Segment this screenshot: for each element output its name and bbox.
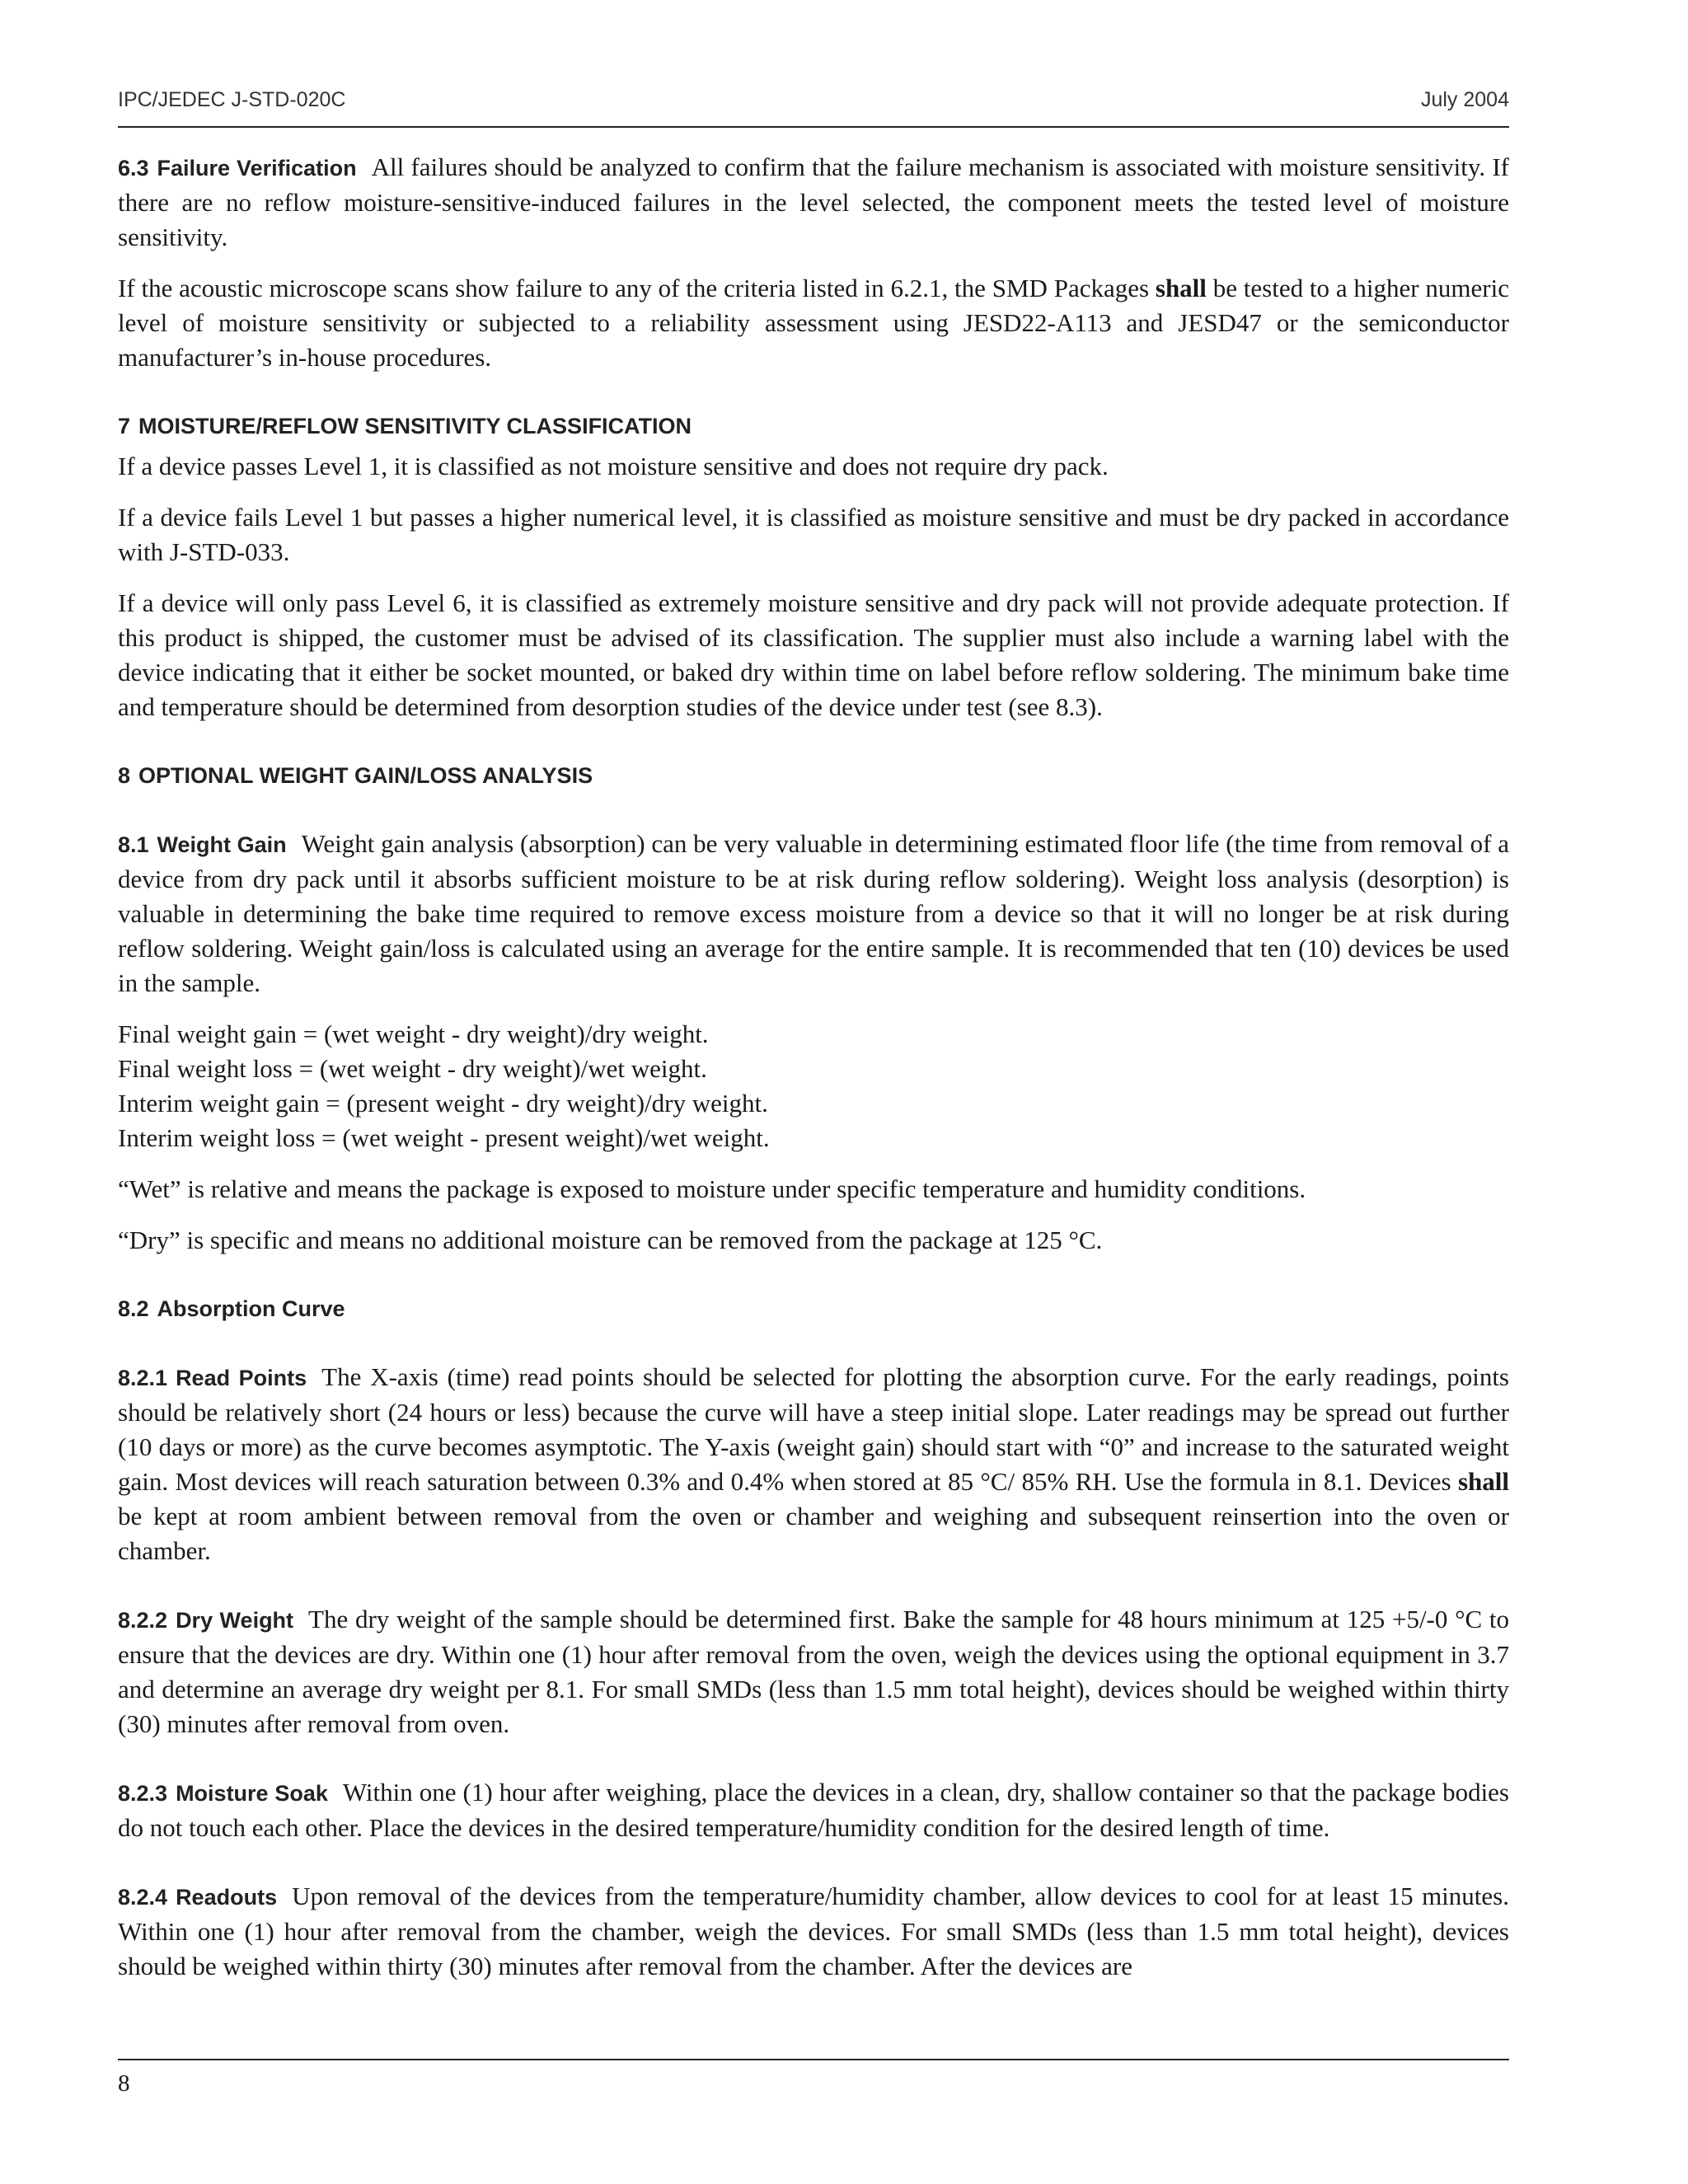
formula-interim-weight-loss: Interim weight loss = (wet weight - present weight)/wet weight.	[118, 1123, 770, 1152]
section-6-3-paragraph-2	[118, 271, 1509, 375]
section-8-2-title: Absorption Curve	[157, 1296, 345, 1321]
wet-definition: “Wet” is relative and means the package is exposed to moisture under specific temperature and humidity conditions.	[118, 1174, 1306, 1203]
section-6-3-text-1: All failures should be analyzed to confirm that the failure mechanism is associated with moisture sensitivity. If there are no reflow moisture-sensitive-induced failures in the level selected, the component meets the tested level of moisture sensitivity.	[118, 152, 1510, 251]
section-8-2-3-title: Moisture Soak	[176, 1781, 328, 1806]
section-6-3-number: 6.3	[118, 156, 149, 180]
section-8-title: OPTIONAL WEIGHT GAIN/LOSS ANALYSIS	[138, 763, 593, 788]
section-8-2-4-paragraph	[118, 1879, 1509, 1984]
formula-interim-weight-gain: Interim weight gain = (present weight - dry weight)/dry weight.	[118, 1089, 768, 1118]
section-8-number: 8	[118, 763, 131, 788]
section-6-3-text-2a: If the acoustic microscope scans show failure to any of the criteria listed in 6.2.1, the SMD Packages	[118, 274, 1156, 302]
section-8-2-1-paragraph	[118, 1360, 1509, 1568]
section-8-2-1-number: 8.2.1	[118, 1366, 168, 1390]
section-8-1-text: Weight gain analysis (absorption) can be very valuable in determining estimated floor life (the time from removal of a device from dry pack until it absorbs sufficient moisture to be at risk during reflow soldering). Weight loss analysis (desorption) is valuable in determining the bake time required to remove excess moisture from a device so that it will no longer be at risk during reflow soldering. Weight gain/loss is calculated using an average for the entire sample. It is recommended that ten (10) devices be used in the sample.	[118, 829, 1509, 997]
section-8-2-2-number: 8.2.2	[118, 1608, 168, 1633]
section-8-2-2-text: The dry weight of the sample should be determined first. Bake the sample for 48 hours minimum at 125 +5/-0 °C to ensure that the devices are dry. Within one (1) hour after removal from the oven, weigh the devices using the optional equipment in 3.7 and determine an average dry weight per 8.1. For small SMDs (less than 1.5 mm total height), devices should be weighed within thirty (30) minutes after removal from oven.	[118, 1605, 1510, 1738]
section-8-2-1-title: Read Points	[176, 1366, 307, 1390]
section-8-2-2-paragraph	[118, 1602, 1509, 1741]
section-6-3-text-2b: be tested to a higher numeric level of moisture sensitivity or subjected to a reliability assessment using JESD22-A113 and JESD47 or the semiconductor manufacturer’s in-house procedures.	[118, 274, 1509, 372]
page-header	[118, 85, 1509, 128]
section-7-heading	[118, 409, 1509, 443]
weight-formulas	[118, 1017, 1509, 1155]
section-6-3-paragraph-1	[118, 150, 1509, 255]
page-number: 8	[118, 2070, 130, 2097]
section-8-1-title: Weight Gain	[157, 832, 287, 857]
section-8-2-3-paragraph	[118, 1775, 1509, 1845]
section-6-3-title: Failure Verification	[157, 156, 357, 180]
section-7-paragraph-1: If a device passes Level 1, it is classified as not moisture sensitive and does not require dry pack.	[118, 452, 1109, 480]
section-7-paragraph-2: If a device fails Level 1 but passes a higher numerical level, it is classified as moisture sensitive and must be dry packed in accordance with J-STD-033.	[118, 503, 1509, 566]
section-8-2-3-number: 8.2.3	[118, 1781, 168, 1806]
section-8-2-4-text: Upon removal of the devices from the temperature/humidity chamber, allow devices to cool for at least 15 minutes. Within one (1) hour after removal from the chamber, weigh the devices. For small SMDs (less than 1.5 mm total height), devices should be weighed within thirty (30) minutes after removal from the chamber. After the devices are	[118, 1882, 1509, 1980]
section-8-2-2-title: Dry Weight	[176, 1608, 294, 1633]
formula-final-weight-gain: Final weight gain = (wet weight - dry weight)/dry weight.	[118, 1019, 709, 1048]
section-8-1-paragraph	[118, 827, 1509, 1001]
section-8-2-1-text-a: The X-axis (time) read points should be selected for plotting the absorption curve. For the early readings, points should be relatively short (24 hours or less) because the curve will have a steep initial slope. Later readings may be spread out further (10 days or more) as the curve becomes asymptotic. The Y-axis (weight gain) should start with “0” and increase to the saturated weight gain. Most devices will reach saturation between 0.3% and 0.4% when stored at 85 °C/ 85% RH. Use the formula in 8.1. Devices	[118, 1362, 1509, 1496]
section-8-2-3-text: Within one (1) hour after weighing, place the devices in a clean, dry, shallow container so that the package bodies do not touch each other. Place the devices in the desired temperature/humidity condition for the desired length of time.	[118, 1778, 1510, 1842]
page-footer	[118, 2059, 1509, 2097]
dry-definition: “Dry” is specific and means no additional moisture can be removed from the package at 125 °C.	[118, 1226, 1103, 1254]
section-8-2-4-title: Readouts	[176, 1885, 278, 1910]
section-8-heading	[118, 758, 1509, 793]
document-id: IPC/JEDEC J-STD-020C	[118, 88, 346, 111]
section-8-2-4-number: 8.2.4	[118, 1885, 168, 1910]
section-8-2-1-text-b: be kept at room ambient between removal from the oven or chamber and weighing and subsequent reinsertion into the oven or chamber.	[118, 1502, 1509, 1565]
shall-emphasis: shall	[1457, 1467, 1509, 1496]
page-body	[118, 150, 1509, 2000]
section-7-number: 7	[118, 414, 131, 438]
section-8-2-number: 8.2	[118, 1296, 149, 1321]
section-8-1-number: 8.1	[118, 832, 149, 857]
section-7-paragraph-3: If a device will only pass Level 6, it is classified as extremely moisture sensitive and dry pack will not provide adequate protection. If this product is shipped, the customer must be advised of its classification. The supplier must also include a warning label with the device indicating that it either be socket mounted, or baked dry within time on label before reflow soldering. The minimum bake time and temperature should be determined from desorption studies of the device under test (see 8.3).	[118, 588, 1509, 721]
section-7-title: MOISTURE/REFLOW SENSITIVITY CLASSIFICATION	[138, 414, 692, 438]
document-date: July 2004	[1420, 88, 1509, 111]
section-8-2-heading	[118, 1291, 1509, 1326]
shall-emphasis: shall	[1155, 274, 1207, 302]
formula-final-weight-loss: Final weight loss = (wet weight - dry weight)/wet weight.	[118, 1054, 707, 1083]
